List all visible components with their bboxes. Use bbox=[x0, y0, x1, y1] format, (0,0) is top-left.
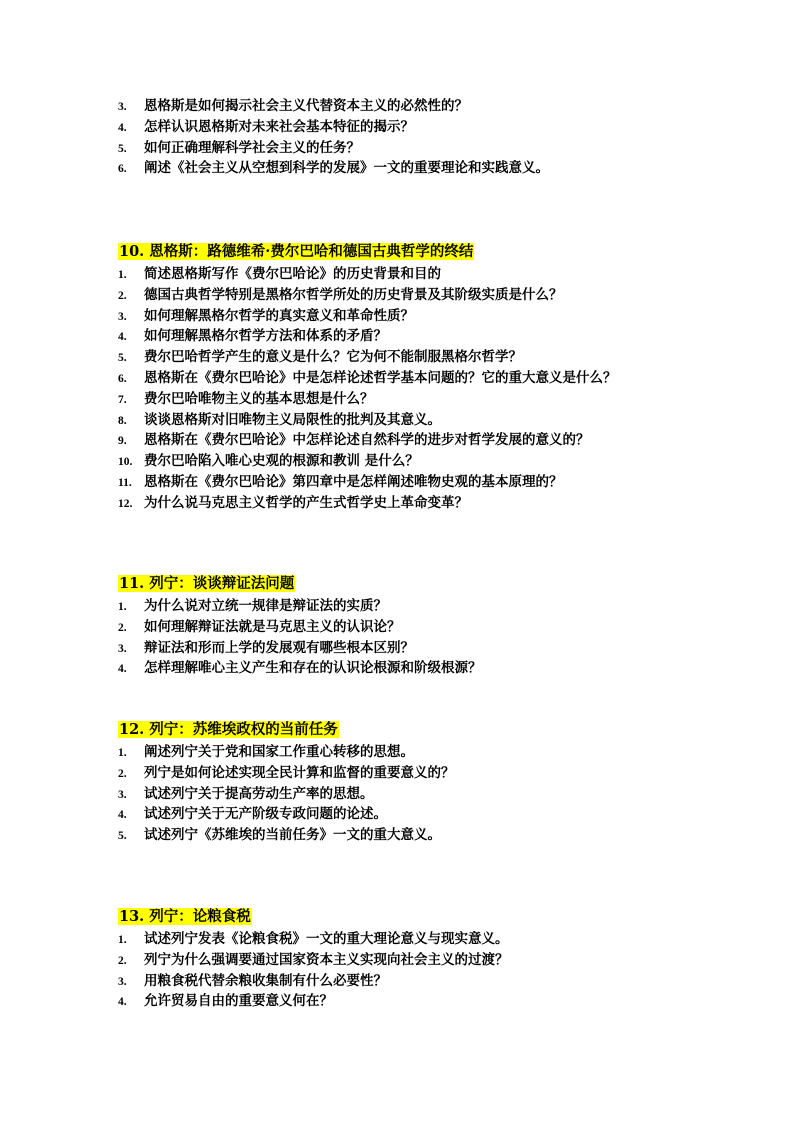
item-number: 4. bbox=[118, 809, 127, 822]
list-item bbox=[118, 264, 758, 285]
item-text: 恩格斯是如何揭示社会主义代替资本主义的必然性的？ bbox=[144, 98, 468, 114]
section-heading-text: 13. 列宁：论粮食税 bbox=[119, 908, 251, 925]
list-item bbox=[118, 285, 758, 306]
section-heading bbox=[118, 906, 758, 928]
item-text: 简述恩格斯写作《费尔巴哈论》的历史背景和目的 bbox=[144, 266, 441, 282]
list-item bbox=[118, 389, 758, 410]
list-item bbox=[118, 117, 758, 138]
list-item bbox=[118, 763, 758, 784]
item-text: 如何理解辩证法就是马克思主义的认识论？ bbox=[144, 618, 401, 635]
item-text: 恩格斯在《费尔巴哈论》中怎样论述自然科学的进步对哲学发展的意义的？ bbox=[144, 432, 590, 449]
item-number: 6. bbox=[118, 372, 127, 385]
item-number: 11. bbox=[118, 476, 132, 489]
item-number: 1. bbox=[118, 747, 127, 759]
section-heading-text: 11. 列宁：谈谈辩证法问题 bbox=[119, 575, 295, 592]
list-item bbox=[118, 638, 758, 659]
list-item bbox=[118, 493, 758, 514]
list-item bbox=[118, 784, 758, 805]
section-heading-text: 10. 恩格斯：路德维希·费尔巴哈和德国古典哲学的终结 bbox=[119, 243, 474, 260]
item-number: 1. bbox=[118, 601, 127, 613]
list-item bbox=[118, 804, 758, 825]
item-number: 7. bbox=[118, 393, 127, 406]
list-item bbox=[118, 617, 758, 638]
item-number: 3. bbox=[118, 788, 127, 801]
section-11 bbox=[118, 573, 758, 679]
item-text: 试述列宁关于无产阶级专政问题的论述。 bbox=[144, 806, 387, 823]
item-text: 谈谈恩格斯对旧唯物主义局限性的批判及其意义。 bbox=[144, 411, 441, 428]
list-item bbox=[118, 929, 758, 950]
item-number: 5. bbox=[118, 142, 127, 155]
item-text: 如何理解黑格尔哲学的真实意义和革命性质？ bbox=[144, 307, 414, 324]
item-text: 费尔巴哈哲学产生的意义是什么？它为何不能制服黑格尔哲学？ bbox=[144, 349, 522, 366]
item-number: 10. bbox=[118, 456, 133, 469]
item-number: 1. bbox=[118, 269, 127, 281]
list-item bbox=[118, 825, 758, 846]
item-text: 试述列宁关于提高劳动生产率的思想。 bbox=[144, 785, 374, 802]
item-number: 5. bbox=[118, 352, 127, 365]
item-text: 阐述《社会主义从空想到科学的发展》一文的重要理论和实践意义。 bbox=[144, 160, 549, 177]
list-item bbox=[118, 742, 758, 763]
item-text: 费尔巴哈唯物主义的基本思想是什么？ bbox=[144, 390, 374, 407]
item-number: 12. bbox=[118, 497, 133, 510]
intro-list bbox=[118, 96, 758, 179]
item-number: 9. bbox=[118, 435, 127, 448]
list-item bbox=[118, 96, 758, 117]
item-number: 3. bbox=[118, 101, 127, 113]
list-item bbox=[118, 368, 758, 389]
list-item bbox=[118, 658, 758, 679]
list-item bbox=[118, 991, 758, 1012]
section-10 bbox=[118, 241, 758, 514]
section-heading-text: 12. 列宁：苏维埃政权的当前任务 bbox=[119, 721, 338, 738]
list-item bbox=[118, 158, 758, 179]
list-item bbox=[118, 451, 758, 472]
list-item bbox=[118, 472, 758, 493]
list-item bbox=[118, 306, 758, 327]
list-item bbox=[118, 410, 758, 431]
list-item bbox=[118, 430, 758, 451]
item-text: 列宁为什么强调要通过国家资本主义实现向社会主义的过渡？ bbox=[144, 951, 509, 968]
item-text: 阐述列宁关于党和国家工作重心转移的思想。 bbox=[144, 744, 414, 760]
section-heading bbox=[118, 241, 758, 263]
item-number: 2. bbox=[118, 289, 127, 302]
item-text: 怎样理解唯心主义产生和存在的认识论根源和阶级根源？ bbox=[144, 660, 482, 677]
item-text: 用粮食税代替余粮收集制有什么必要性？ bbox=[144, 972, 387, 989]
item-number: 2. bbox=[118, 954, 127, 967]
section-heading bbox=[118, 719, 758, 741]
item-text: 怎样认识恩格斯对未来社会基本特征的揭示？ bbox=[144, 118, 414, 135]
item-text: 德国古典哲学特别是黑格尔哲学所处的历史背景及其阶级实质是什么？ bbox=[144, 286, 563, 303]
item-text: 为什么说对立统一规律是辩证法的实质？ bbox=[144, 598, 387, 614]
list-item bbox=[118, 347, 758, 368]
list-item bbox=[118, 326, 758, 347]
item-text: 为什么说马克思主义哲学的产生式哲学史上革命变革？ bbox=[144, 494, 468, 511]
item-number: 4. bbox=[118, 121, 127, 134]
list-item bbox=[118, 971, 758, 992]
item-text: 恩格斯在《费尔巴哈论》中是怎样论述哲学基本问题的？它的重大意义是什么？ bbox=[144, 369, 617, 386]
item-text: 试述列宁《苏维埃的当前任务》一文的重大意义。 bbox=[144, 827, 441, 844]
section-13 bbox=[118, 906, 758, 1012]
item-text: 试述列宁发表《论粮食税》一文的重大理论意义与现实意义。 bbox=[144, 931, 509, 947]
item-number: 4. bbox=[118, 331, 127, 344]
list-item bbox=[118, 596, 758, 617]
list-item bbox=[118, 950, 758, 971]
item-number: 3. bbox=[118, 642, 127, 655]
section-heading bbox=[118, 573, 758, 595]
item-text: 如何正确理解科学社会主义的任务？ bbox=[144, 139, 360, 156]
list-item bbox=[118, 138, 758, 159]
item-number: 3. bbox=[118, 975, 127, 988]
item-text: 允许贸易自由的重要意义何在？ bbox=[144, 993, 333, 1010]
item-number: 6. bbox=[118, 163, 127, 176]
item-text: 辩证法和形而上学的发展观有哪些根本区别？ bbox=[144, 639, 414, 656]
item-text: 如何理解黑格尔哲学方法和体系的矛盾？ bbox=[144, 328, 387, 345]
item-number: 8. bbox=[118, 414, 127, 427]
item-text: 列宁是如何论述实现全民计算和监督的重要意义的？ bbox=[144, 764, 455, 781]
item-text: 恩格斯在《费尔巴哈论》第四章中是怎样阐述唯物史观的基本原理的？ bbox=[144, 473, 563, 490]
item-text: 费尔巴哈陷入唯心史观的根源和教训 是什么？ bbox=[144, 453, 419, 470]
item-number: 3. bbox=[118, 310, 127, 323]
item-number: 1. bbox=[118, 934, 127, 946]
item-number: 5. bbox=[118, 830, 127, 843]
item-number: 2. bbox=[118, 621, 127, 634]
section-12 bbox=[118, 719, 758, 846]
item-number: 4. bbox=[118, 663, 127, 676]
item-number: 2. bbox=[118, 767, 127, 780]
item-number: 4. bbox=[118, 996, 127, 1009]
